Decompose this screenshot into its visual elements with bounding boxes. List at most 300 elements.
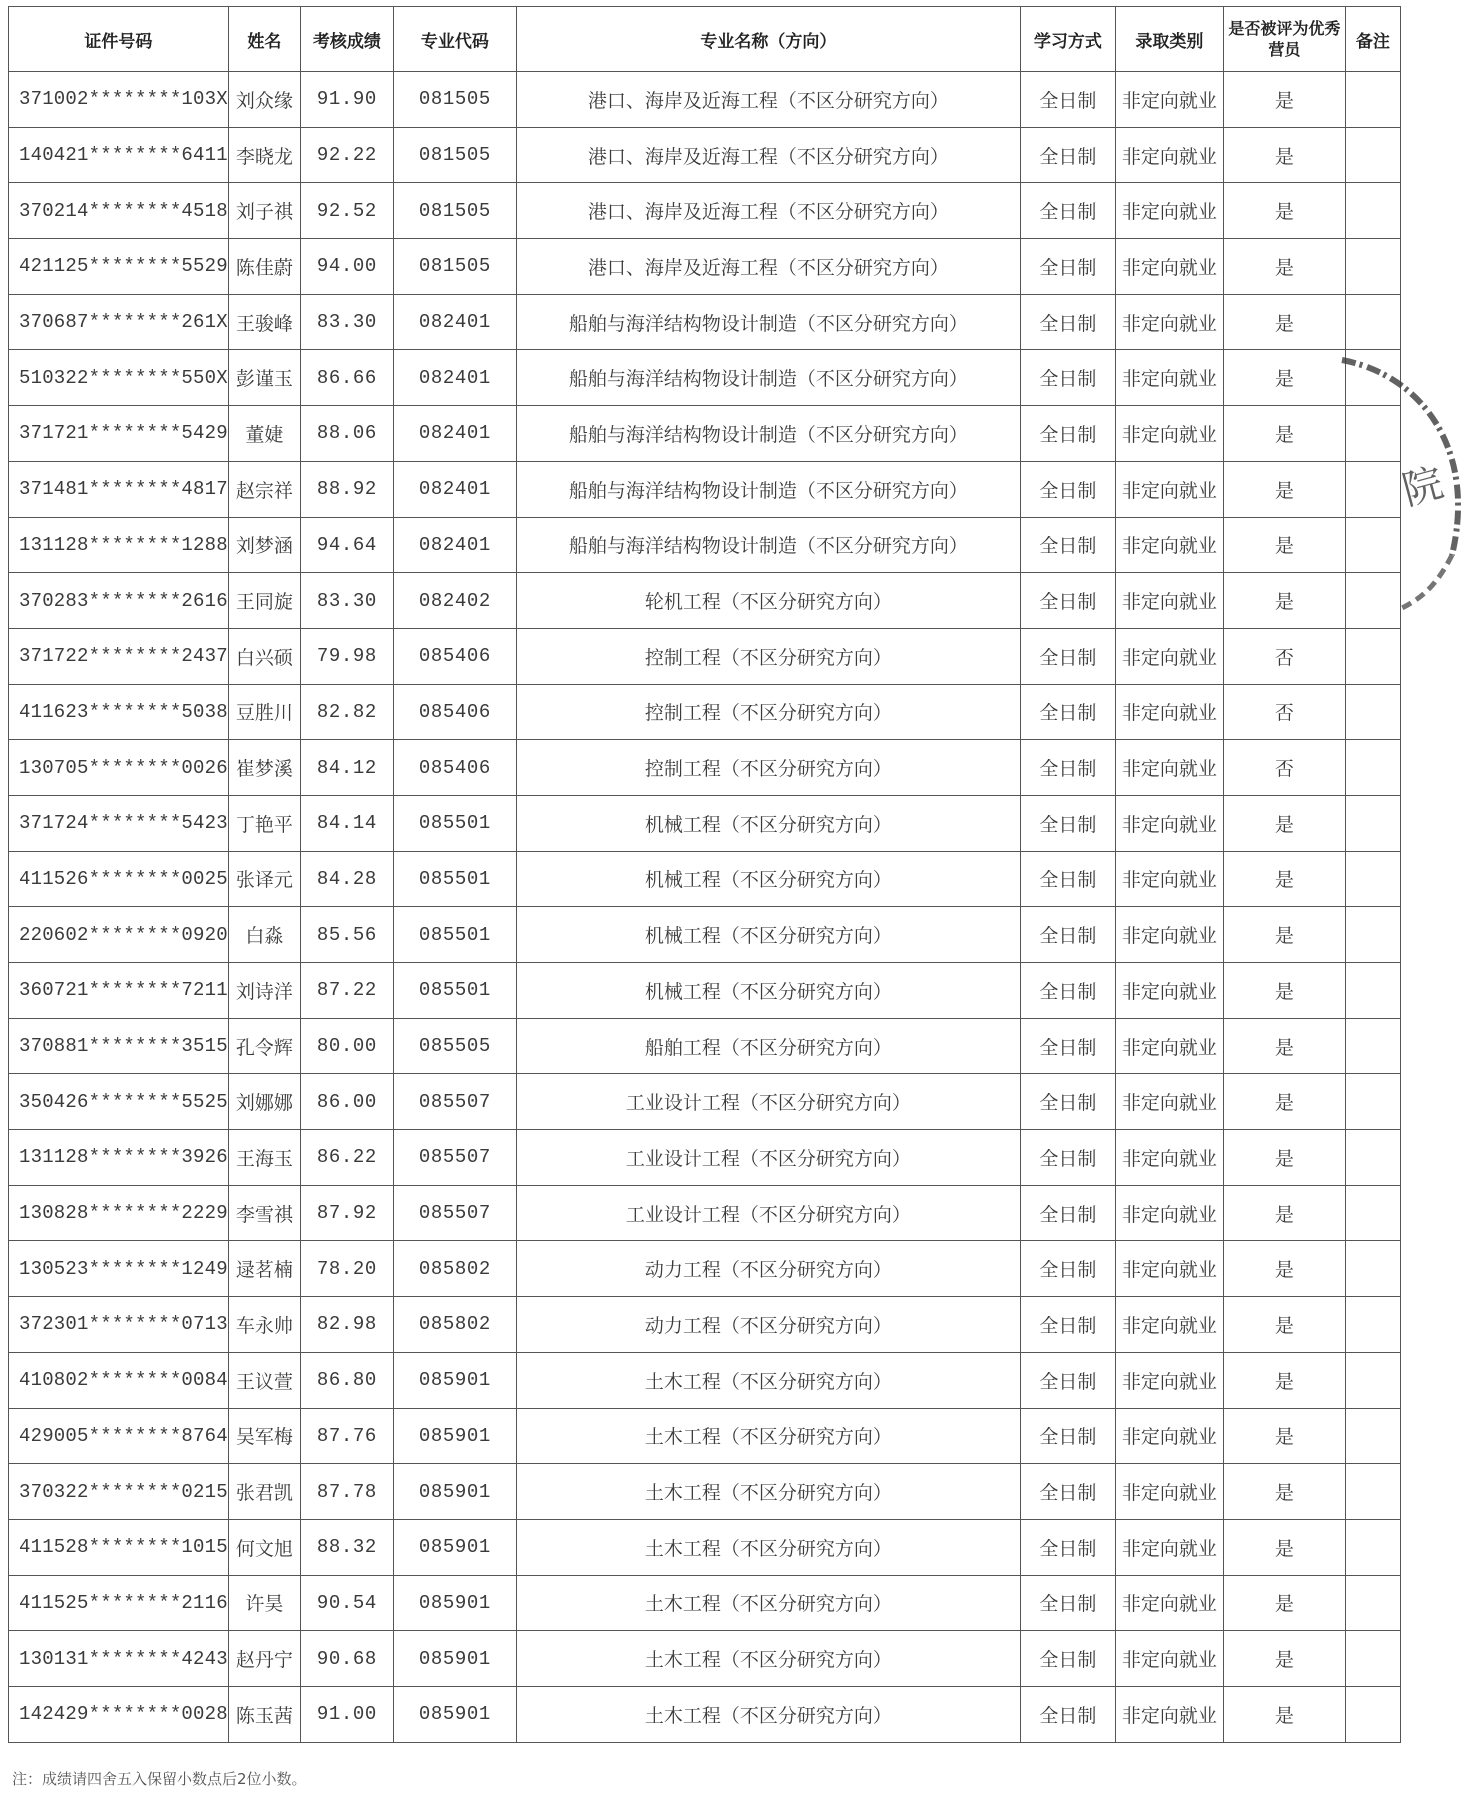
cell-major-name: 控制工程（不区分研究方向） (516, 684, 1020, 740)
table-row (9, 1352, 1401, 1408)
cell-name: 赵丹宁 (228, 1631, 300, 1687)
cell-excellent-camper: 是 (1223, 183, 1345, 239)
cell-study-mode: 全日制 (1020, 350, 1115, 406)
cell-study-mode: 全日制 (1020, 406, 1115, 462)
cell-name: 张译元 (228, 851, 300, 907)
table-row (9, 1519, 1401, 1575)
cell-remarks (1345, 1018, 1400, 1074)
cell-name: 许昊 (228, 1575, 300, 1631)
cell-remarks (1345, 1631, 1400, 1687)
header-id-number: 证件号码 (9, 7, 229, 72)
cell-id-number: 370214********4518 (9, 183, 229, 239)
cell-excellent-camper: 否 (1223, 684, 1345, 740)
cell-excellent-camper: 是 (1223, 1686, 1345, 1742)
cell-name: 白淼 (228, 907, 300, 963)
cell-remarks (1345, 1074, 1400, 1130)
cell-remarks (1345, 1352, 1400, 1408)
cell-admission-type: 非定向就业 (1115, 406, 1223, 462)
cell-major-name: 船舶与海洋结构物设计制造（不区分研究方向） (516, 461, 1020, 517)
cell-study-mode: 全日制 (1020, 183, 1115, 239)
cell-admission-type: 非定向就业 (1115, 1185, 1223, 1241)
cell-score: 84.12 (300, 740, 393, 796)
cell-remarks (1345, 963, 1400, 1019)
cell-admission-type: 非定向就业 (1115, 1297, 1223, 1353)
cell-name: 崔梦溪 (228, 740, 300, 796)
cell-remarks (1345, 684, 1400, 740)
cell-excellent-camper: 是 (1223, 1185, 1345, 1241)
cell-major-code: 085901 (393, 1352, 516, 1408)
cell-admission-type: 非定向就业 (1115, 1464, 1223, 1520)
cell-id-number: 140421********6411 (9, 127, 229, 183)
table-row (9, 517, 1401, 573)
cell-major-code: 085802 (393, 1241, 516, 1297)
cell-score: 92.52 (300, 183, 393, 239)
cell-excellent-camper: 是 (1223, 1130, 1345, 1186)
cell-excellent-camper: 是 (1223, 239, 1345, 295)
cell-id-number: 411623********5038 (9, 684, 229, 740)
cell-major-code: 082401 (393, 350, 516, 406)
cell-admission-type: 非定向就业 (1115, 573, 1223, 629)
cell-excellent-camper: 是 (1223, 1241, 1345, 1297)
table-row (9, 907, 1401, 963)
cell-remarks (1345, 1130, 1400, 1186)
cell-score: 84.28 (300, 851, 393, 907)
cell-major-code: 085507 (393, 1185, 516, 1241)
cell-major-code: 081505 (393, 183, 516, 239)
cell-remarks (1345, 127, 1400, 183)
cell-study-mode: 全日制 (1020, 851, 1115, 907)
cell-excellent-camper: 否 (1223, 740, 1345, 796)
cell-study-mode: 全日制 (1020, 1074, 1115, 1130)
cell-major-name: 土木工程（不区分研究方向） (516, 1575, 1020, 1631)
cell-major-name: 动力工程（不区分研究方向） (516, 1297, 1020, 1353)
cell-id-number: 371002********103X (9, 72, 229, 128)
cell-major-code: 085501 (393, 963, 516, 1019)
table-row (9, 1631, 1401, 1687)
cell-name: 豆胜川 (228, 684, 300, 740)
cell-id-number: 130523********1249 (9, 1241, 229, 1297)
cell-admission-type: 非定向就业 (1115, 294, 1223, 350)
cell-remarks (1345, 461, 1400, 517)
cell-major-code: 085901 (393, 1631, 516, 1687)
table-row (9, 1575, 1401, 1631)
cell-remarks (1345, 740, 1400, 796)
cell-score: 92.22 (300, 127, 393, 183)
cell-admission-type: 非定向就业 (1115, 461, 1223, 517)
table-row (9, 573, 1401, 629)
cell-name: 孔令辉 (228, 1018, 300, 1074)
cell-major-name: 土木工程（不区分研究方向） (516, 1352, 1020, 1408)
cell-study-mode: 全日制 (1020, 1631, 1115, 1687)
cell-major-code: 081505 (393, 72, 516, 128)
cell-admission-type: 非定向就业 (1115, 1130, 1223, 1186)
cell-id-number: 130705********0026 (9, 740, 229, 796)
cell-score: 91.90 (300, 72, 393, 128)
cell-admission-type: 非定向就业 (1115, 517, 1223, 573)
cell-name: 逯茗楠 (228, 1241, 300, 1297)
cell-excellent-camper: 是 (1223, 72, 1345, 128)
cell-name: 刘诗洋 (228, 963, 300, 1019)
cell-major-name: 机械工程（不区分研究方向） (516, 963, 1020, 1019)
cell-excellent-camper: 是 (1223, 517, 1345, 573)
cell-major-name: 土木工程（不区分研究方向） (516, 1408, 1020, 1464)
table-row (9, 350, 1401, 406)
cell-excellent-camper: 是 (1223, 907, 1345, 963)
cell-name: 陈佳蔚 (228, 239, 300, 295)
cell-major-name: 土木工程（不区分研究方向） (516, 1631, 1020, 1687)
cell-admission-type: 非定向就业 (1115, 239, 1223, 295)
cell-admission-type: 非定向就业 (1115, 1074, 1223, 1130)
cell-score: 88.06 (300, 406, 393, 462)
cell-major-code: 085505 (393, 1018, 516, 1074)
cell-score: 90.54 (300, 1575, 393, 1631)
cell-name: 王同旋 (228, 573, 300, 629)
cell-name: 王骏峰 (228, 294, 300, 350)
cell-id-number: 371724********5423 (9, 795, 229, 851)
cell-major-code: 085406 (393, 684, 516, 740)
cell-id-number: 429005********8764 (9, 1408, 229, 1464)
cell-name: 王海玉 (228, 1130, 300, 1186)
cell-major-name: 船舶与海洋结构物设计制造（不区分研究方向） (516, 517, 1020, 573)
cell-score: 86.00 (300, 1074, 393, 1130)
cell-excellent-camper: 是 (1223, 127, 1345, 183)
cell-major-name: 工业设计工程（不区分研究方向） (516, 1074, 1020, 1130)
table-row (9, 1241, 1401, 1297)
cell-id-number: 411528********1015 (9, 1519, 229, 1575)
cell-id-number: 372301********0713 (9, 1297, 229, 1353)
cell-study-mode: 全日制 (1020, 1352, 1115, 1408)
header-major-name: 专业名称（方向） (516, 7, 1020, 72)
cell-admission-type: 非定向就业 (1115, 1352, 1223, 1408)
table-row (9, 1074, 1401, 1130)
cell-major-code: 085901 (393, 1575, 516, 1631)
cell-study-mode: 全日制 (1020, 127, 1115, 183)
cell-major-name: 控制工程（不区分研究方向） (516, 740, 1020, 796)
cell-major-code: 082401 (393, 461, 516, 517)
table-row (9, 795, 1401, 851)
admission-list-sheet (8, 6, 1401, 1743)
cell-major-code: 082401 (393, 406, 516, 462)
cell-remarks (1345, 1686, 1400, 1742)
table-row (9, 239, 1401, 295)
table-row (9, 1130, 1401, 1186)
cell-name: 刘子祺 (228, 183, 300, 239)
cell-score: 87.92 (300, 1185, 393, 1241)
cell-study-mode: 全日制 (1020, 740, 1115, 796)
cell-study-mode: 全日制 (1020, 1464, 1115, 1520)
cell-id-number: 130131********4243 (9, 1631, 229, 1687)
cell-excellent-camper: 是 (1223, 1074, 1345, 1130)
cell-excellent-camper: 是 (1223, 1297, 1345, 1353)
cell-name: 董婕 (228, 406, 300, 462)
cell-major-name: 控制工程（不区分研究方向） (516, 628, 1020, 684)
cell-study-mode: 全日制 (1020, 573, 1115, 629)
cell-study-mode: 全日制 (1020, 1408, 1115, 1464)
cell-score: 87.76 (300, 1408, 393, 1464)
cell-score: 94.00 (300, 239, 393, 295)
cell-score: 90.68 (300, 1631, 393, 1687)
cell-remarks (1345, 1464, 1400, 1520)
cell-excellent-camper: 是 (1223, 1408, 1345, 1464)
cell-name: 张君凯 (228, 1464, 300, 1520)
cell-major-code: 081505 (393, 239, 516, 295)
admission-table (8, 6, 1401, 1743)
cell-major-code: 085507 (393, 1074, 516, 1130)
cell-id-number: 220602********0920 (9, 907, 229, 963)
cell-id-number: 131128********1288 (9, 517, 229, 573)
cell-major-code: 085901 (393, 1408, 516, 1464)
table-row (9, 963, 1401, 1019)
cell-study-mode: 全日制 (1020, 907, 1115, 963)
table-row (9, 684, 1401, 740)
cell-id-number: 350426********5525 (9, 1074, 229, 1130)
table-body (9, 72, 1401, 1743)
cell-study-mode: 全日制 (1020, 1018, 1115, 1074)
cell-major-code: 081505 (393, 127, 516, 183)
cell-score: 85.56 (300, 907, 393, 963)
cell-major-name: 动力工程（不区分研究方向） (516, 1241, 1020, 1297)
cell-id-number: 371722********2437 (9, 628, 229, 684)
cell-id-number: 370283********2616 (9, 573, 229, 629)
cell-remarks (1345, 72, 1400, 128)
table-row (9, 127, 1401, 183)
cell-excellent-camper: 是 (1223, 795, 1345, 851)
cell-study-mode: 全日制 (1020, 1686, 1115, 1742)
header-excellent-camper: 是否被评为优秀营员 (1223, 7, 1345, 72)
cell-excellent-camper: 是 (1223, 1352, 1345, 1408)
cell-major-name: 土木工程（不区分研究方向） (516, 1686, 1020, 1742)
cell-major-name: 船舶工程（不区分研究方向） (516, 1018, 1020, 1074)
cell-excellent-camper: 是 (1223, 294, 1345, 350)
cell-remarks (1345, 1408, 1400, 1464)
header-name: 姓名 (228, 7, 300, 72)
cell-id-number: 421125********5529 (9, 239, 229, 295)
cell-major-code: 085802 (393, 1297, 516, 1353)
cell-major-code: 085507 (393, 1130, 516, 1186)
cell-score: 83.30 (300, 294, 393, 350)
cell-admission-type: 非定向就业 (1115, 1408, 1223, 1464)
cell-study-mode: 全日制 (1020, 1130, 1115, 1186)
cell-admission-type: 非定向就业 (1115, 684, 1223, 740)
footnote: 注：成绩请四舍五入保留小数点后2位小数。 (12, 1770, 307, 1788)
cell-score: 82.82 (300, 684, 393, 740)
cell-remarks (1345, 851, 1400, 907)
cell-name: 丁艳平 (228, 795, 300, 851)
cell-name: 车永帅 (228, 1297, 300, 1353)
table-header-row (9, 7, 1401, 72)
cell-score: 87.22 (300, 963, 393, 1019)
cell-major-code: 085406 (393, 740, 516, 796)
cell-remarks (1345, 294, 1400, 350)
cell-name: 白兴硕 (228, 628, 300, 684)
cell-score: 88.92 (300, 461, 393, 517)
cell-id-number: 370687********261X (9, 294, 229, 350)
cell-score: 82.98 (300, 1297, 393, 1353)
cell-major-name: 轮机工程（不区分研究方向） (516, 573, 1020, 629)
cell-id-number: 371481********4817 (9, 461, 229, 517)
cell-name: 吴军梅 (228, 1408, 300, 1464)
cell-excellent-camper: 是 (1223, 573, 1345, 629)
cell-id-number: 131128********3926 (9, 1130, 229, 1186)
cell-excellent-camper: 是 (1223, 1575, 1345, 1631)
cell-admission-type: 非定向就业 (1115, 851, 1223, 907)
cell-study-mode: 全日制 (1020, 1519, 1115, 1575)
cell-major-name: 机械工程（不区分研究方向） (516, 795, 1020, 851)
cell-remarks (1345, 1519, 1400, 1575)
cell-major-name: 港口、海岸及近海工程（不区分研究方向） (516, 127, 1020, 183)
cell-remarks (1345, 517, 1400, 573)
cell-excellent-camper: 是 (1223, 461, 1345, 517)
cell-score: 86.22 (300, 1130, 393, 1186)
header-admission-type: 录取类别 (1115, 7, 1223, 72)
cell-name: 彭谨玉 (228, 350, 300, 406)
cell-admission-type: 非定向就业 (1115, 963, 1223, 1019)
cell-id-number: 410802********0084 (9, 1352, 229, 1408)
cell-study-mode: 全日制 (1020, 1185, 1115, 1241)
table-row (9, 1018, 1401, 1074)
cell-major-name: 工业设计工程（不区分研究方向） (516, 1185, 1020, 1241)
cell-study-mode: 全日制 (1020, 628, 1115, 684)
cell-major-name: 港口、海岸及近海工程（不区分研究方向） (516, 239, 1020, 295)
cell-remarks (1345, 628, 1400, 684)
cell-name: 陈玉茜 (228, 1686, 300, 1742)
table-row (9, 1686, 1401, 1742)
cell-id-number: 411525********2116 (9, 1575, 229, 1631)
cell-study-mode: 全日制 (1020, 684, 1115, 740)
cell-major-name: 土木工程（不区分研究方向） (516, 1519, 1020, 1575)
table-row (9, 1185, 1401, 1241)
cell-major-code: 085901 (393, 1686, 516, 1742)
cell-study-mode: 全日制 (1020, 461, 1115, 517)
cell-admission-type: 非定向就业 (1115, 72, 1223, 128)
cell-study-mode: 全日制 (1020, 294, 1115, 350)
cell-score: 86.66 (300, 350, 393, 406)
cell-excellent-camper: 是 (1223, 1519, 1345, 1575)
cell-id-number: 370881********3515 (9, 1018, 229, 1074)
table-row (9, 183, 1401, 239)
cell-study-mode: 全日制 (1020, 239, 1115, 295)
cell-excellent-camper: 是 (1223, 1018, 1345, 1074)
cell-score: 94.64 (300, 517, 393, 573)
cell-major-name: 港口、海岸及近海工程（不区分研究方向） (516, 72, 1020, 128)
header-remarks: 备注 (1345, 7, 1400, 72)
cell-score: 79.98 (300, 628, 393, 684)
cell-excellent-camper: 是 (1223, 350, 1345, 406)
cell-major-name: 船舶与海洋结构物设计制造（不区分研究方向） (516, 350, 1020, 406)
cell-study-mode: 全日制 (1020, 517, 1115, 573)
cell-study-mode: 全日制 (1020, 963, 1115, 1019)
cell-remarks (1345, 1185, 1400, 1241)
cell-major-code: 085901 (393, 1519, 516, 1575)
cell-major-name: 工业设计工程（不区分研究方向） (516, 1130, 1020, 1186)
cell-study-mode: 全日制 (1020, 1297, 1115, 1353)
cell-score: 83.30 (300, 573, 393, 629)
cell-excellent-camper: 是 (1223, 406, 1345, 462)
cell-admission-type: 非定向就业 (1115, 1018, 1223, 1074)
cell-remarks (1345, 239, 1400, 295)
cell-name: 何文旭 (228, 1519, 300, 1575)
cell-id-number: 370322********0215 (9, 1464, 229, 1520)
cell-remarks (1345, 573, 1400, 629)
cell-study-mode: 全日制 (1020, 1575, 1115, 1631)
cell-major-name: 船舶与海洋结构物设计制造（不区分研究方向） (516, 406, 1020, 462)
cell-study-mode: 全日制 (1020, 795, 1115, 851)
cell-major-code: 085901 (393, 1464, 516, 1520)
cell-name: 刘娜娜 (228, 1074, 300, 1130)
cell-major-code: 082401 (393, 517, 516, 573)
cell-score: 86.80 (300, 1352, 393, 1408)
cell-remarks (1345, 1575, 1400, 1631)
table-row (9, 72, 1401, 128)
seal-text: 院 (1397, 459, 1449, 515)
cell-id-number: 142429********0028 (9, 1686, 229, 1742)
cell-name: 李雪祺 (228, 1185, 300, 1241)
cell-major-name: 机械工程（不区分研究方向） (516, 907, 1020, 963)
cell-excellent-camper: 是 (1223, 851, 1345, 907)
cell-major-code: 082402 (393, 573, 516, 629)
cell-remarks (1345, 1297, 1400, 1353)
cell-id-number: 371721********5429 (9, 406, 229, 462)
cell-score: 78.20 (300, 1241, 393, 1297)
cell-excellent-camper: 否 (1223, 628, 1345, 684)
cell-admission-type: 非定向就业 (1115, 1686, 1223, 1742)
cell-study-mode: 全日制 (1020, 72, 1115, 128)
cell-admission-type: 非定向就业 (1115, 127, 1223, 183)
table-row (9, 628, 1401, 684)
cell-excellent-camper: 是 (1223, 963, 1345, 1019)
cell-major-code: 085406 (393, 628, 516, 684)
cell-admission-type: 非定向就业 (1115, 350, 1223, 406)
cell-major-name: 机械工程（不区分研究方向） (516, 851, 1020, 907)
cell-excellent-camper: 是 (1223, 1464, 1345, 1520)
cell-admission-type: 非定向就业 (1115, 183, 1223, 239)
header-major-code: 专业代码 (393, 7, 516, 72)
table-row (9, 294, 1401, 350)
table-row (9, 1408, 1401, 1464)
cell-remarks (1345, 1241, 1400, 1297)
table-row (9, 406, 1401, 462)
cell-remarks (1345, 907, 1400, 963)
cell-major-code: 085501 (393, 851, 516, 907)
cell-name: 赵宗祥 (228, 461, 300, 517)
cell-id-number: 130828********2229 (9, 1185, 229, 1241)
cell-study-mode: 全日制 (1020, 1241, 1115, 1297)
cell-admission-type: 非定向就业 (1115, 1241, 1223, 1297)
cell-excellent-camper: 是 (1223, 1631, 1345, 1687)
cell-score: 80.00 (300, 1018, 393, 1074)
cell-admission-type: 非定向就业 (1115, 1519, 1223, 1575)
cell-admission-type: 非定向就业 (1115, 907, 1223, 963)
cell-major-code: 085501 (393, 795, 516, 851)
cell-score: 87.78 (300, 1464, 393, 1520)
cell-name: 王议萱 (228, 1352, 300, 1408)
cell-id-number: 360721********7211 (9, 963, 229, 1019)
cell-major-name: 船舶与海洋结构物设计制造（不区分研究方向） (516, 294, 1020, 350)
header-score: 考核成绩 (300, 7, 393, 72)
cell-score: 88.32 (300, 1519, 393, 1575)
header-study-mode: 学习方式 (1020, 7, 1115, 72)
cell-remarks (1345, 183, 1400, 239)
cell-id-number: 510322********550X (9, 350, 229, 406)
table-row (9, 461, 1401, 517)
cell-admission-type: 非定向就业 (1115, 795, 1223, 851)
cell-id-number: 411526********0025 (9, 851, 229, 907)
table-row (9, 740, 1401, 796)
cell-score: 84.14 (300, 795, 393, 851)
cell-name: 李晓龙 (228, 127, 300, 183)
table-row (9, 851, 1401, 907)
cell-remarks (1345, 406, 1400, 462)
